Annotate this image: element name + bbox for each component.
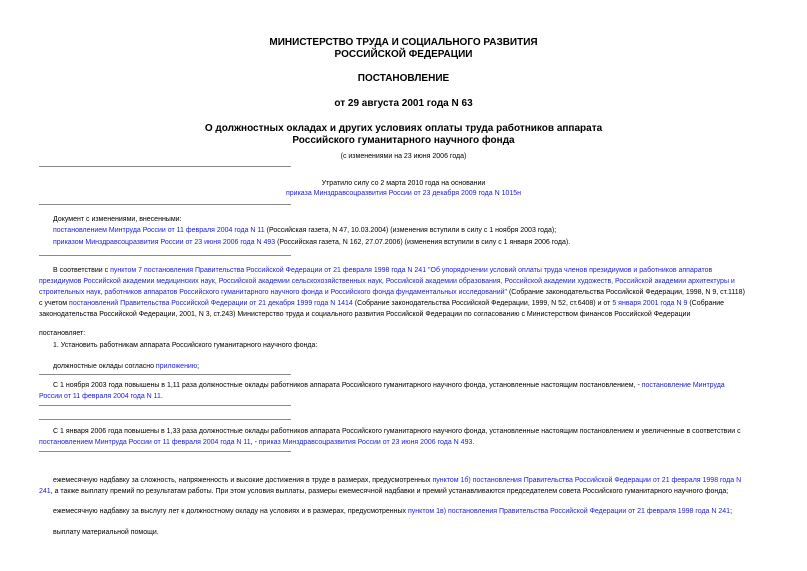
amendment-link-2004[interactable]: постановление Минтруда: [641, 382, 725, 389]
preamble-text: (Собрание: [687, 300, 725, 307]
salaries-line: [53, 362, 199, 372]
amendment-text: (Российская газета, N 162, 27.07.2006) (изменения вступили в силу с 1 января 2006 года).: [275, 239, 571, 246]
title-line-1: О должностных окладах и других условиях оплаты труда работников аппарата: [204, 123, 603, 134]
divider: [39, 166, 291, 167]
jan2006-text: .: [472, 439, 475, 446]
decree-241-link[interactable]: пунктом 1б) постановления Правительства Российской Федерации от 21 февраля 1998 года N: [432, 477, 742, 484]
status-text: Утратило силу со 2 марта 2010 года на основании: [321, 180, 486, 187]
decree-241-link[interactable]: пунктом 7 постановления Правительства Российской Федерации от 21 февраля 1998 года N 241 "Об упорядочении условий оплаты труда членов президиумов и работников аппаратов: [110, 267, 713, 274]
bonus-text: , а также выплату премий по результатам работы. При этом условия выплаты, размеры ежемесячной надбавки и премий устанавливаются председателем совета Российского гуманитарного научного фонда;: [50, 488, 729, 495]
amendment-link-2004[interactable]: постановлением Минтруда России от 11 февраля 2004 года N 11: [53, 227, 265, 234]
salaries-text: ;: [197, 363, 200, 370]
amendment-link-2006[interactable]: приказом Минздравсоцразвития России от 23 июня 2006 года N 493: [53, 239, 276, 246]
changes-note: (с изменениями на 23 июня 2006 года): [340, 153, 467, 160]
decree-241-link[interactable]: 241: [39, 488, 51, 495]
divider: [39, 451, 291, 452]
repeal-order-link[interactable]: приказа Минздравсоцразвития России от 23 декабря 2009 года N 1015н: [285, 190, 522, 197]
divider: [39, 204, 291, 205]
salaries-text: должностные оклады согласно: [53, 363, 156, 370]
jan2006-line: [39, 438, 474, 448]
amendment-item: [53, 226, 556, 236]
material-line: выплату материальной помощи.: [53, 529, 159, 536]
doc-type: ПОСТАНОВЛЕНИЕ: [357, 73, 450, 84]
seniority-line: [53, 507, 732, 517]
preamble-line: [39, 299, 724, 309]
bonus-text: ежемесячную надбавку за сложность, напряженность и высокие достижения в труде в размерах, предусмотренных: [53, 477, 433, 484]
preamble-text: (Собрание законодательства Российской Федерации, 1999, N 52, ст.6408) и от: [352, 300, 613, 307]
amendment-link-2006[interactable]: приказ Минздравсоцразвития России от 23 июня 2006 года N 493: [258, 439, 473, 446]
decree-241-link[interactable]: пунктом 1в) постановления Правительства Российской Федерации от 21 февраля 1998 года N 241: [408, 508, 731, 515]
preamble-line: [39, 288, 745, 298]
preamble-text: В соответствии с: [53, 267, 111, 274]
divider: [39, 405, 291, 406]
decree-9-link[interactable]: 5 января 2001 года N 9: [612, 300, 688, 307]
divider: [39, 374, 291, 375]
ministry-line-2: РОССИЙСКОЙ ФЕДЕРАЦИИ: [334, 49, 473, 60]
preamble-text: (Собрание законодательства Российской Федерации, 1998, N 9, ст.1118): [507, 289, 745, 296]
seniority-text: ;: [730, 508, 733, 515]
decree-241-link[interactable]: строительных наук, работников аппаратов Российского гуманитарного научного фонда и Российского фонда фундаментальных исследований": [39, 289, 508, 296]
amendment-link-2004[interactable]: постановлением Минтруда России от 11 февраля 2004 года N 11: [39, 439, 251, 446]
bonus-line: [53, 476, 741, 486]
nov2003-line: [39, 392, 163, 402]
bonus-line: [39, 487, 728, 497]
nov2003-line: [53, 381, 725, 391]
amendments-heading: Документ с изменениями, внесенными:: [53, 216, 182, 223]
nov2003-text: С 1 ноября 2003 года повышены в 1,11 раза должностные оклады работников аппарата Российского гуманитарного научного фонда, установленные настоящим постановлением, -: [53, 382, 642, 389]
item-1: 1. Установить работникам аппарата Российского гуманитарного научного фонда:: [53, 342, 318, 349]
title-line-2: Российского гуманитарного научного фонда: [292, 135, 515, 146]
decree-241-link[interactable]: президиумов Российской академии медицинских наук, Российской академии сельскохозяйственных наук, Российской академии образования, Российской академии художеств, Российской академии архитектуры и: [39, 278, 735, 285]
ministry-line-1: МИНИСТЕРСТВО ТРУДА И СОЦИАЛЬНОГО РАЗВИТИЯ: [269, 37, 538, 48]
appendix-link[interactable]: приложению: [155, 363, 198, 370]
divider: [39, 419, 291, 420]
nov2003-text: .: [160, 393, 163, 400]
amendment-text: (Российская газета, N 47, 10.03.2004) (изменения вступили в силу с 1 ноября 2003 года);: [264, 227, 557, 234]
amendment-link-2004[interactable]: России от 11 февраля 2004 года N 11: [39, 393, 161, 400]
preamble-line: [53, 266, 712, 276]
doc-date: от 29 августа 2001 года N 63: [334, 98, 473, 109]
jan2006-text: , -: [250, 439, 259, 446]
jan2006-line: С 1 января 2006 года повышены в 1,33 раза должностные оклады работников аппарата Российского гуманитарного научного фонда, установленные настоящим постановлением и увеличенные в соответствии с: [53, 428, 741, 435]
amendment-item: [53, 238, 570, 248]
divider: [39, 255, 291, 256]
decree-1414-link[interactable]: постановлений Правительства Российской Федерации от 21 декабря 1999 года N 1414: [69, 300, 353, 307]
preamble-line: законодательства Российской Федерации, 2001, N 3, ст.243) Министерство труда и социального развития Российской Федерации по согласованию с Министерством финансов Российской Федерации: [39, 311, 691, 318]
decree-word: постановляет:: [39, 330, 86, 337]
seniority-text: ежемесячную надбавку за выслугу лет к должностному окладу на условиях и в размерах, предусмотренных: [53, 508, 409, 515]
preamble-text: с учетом: [39, 300, 70, 307]
